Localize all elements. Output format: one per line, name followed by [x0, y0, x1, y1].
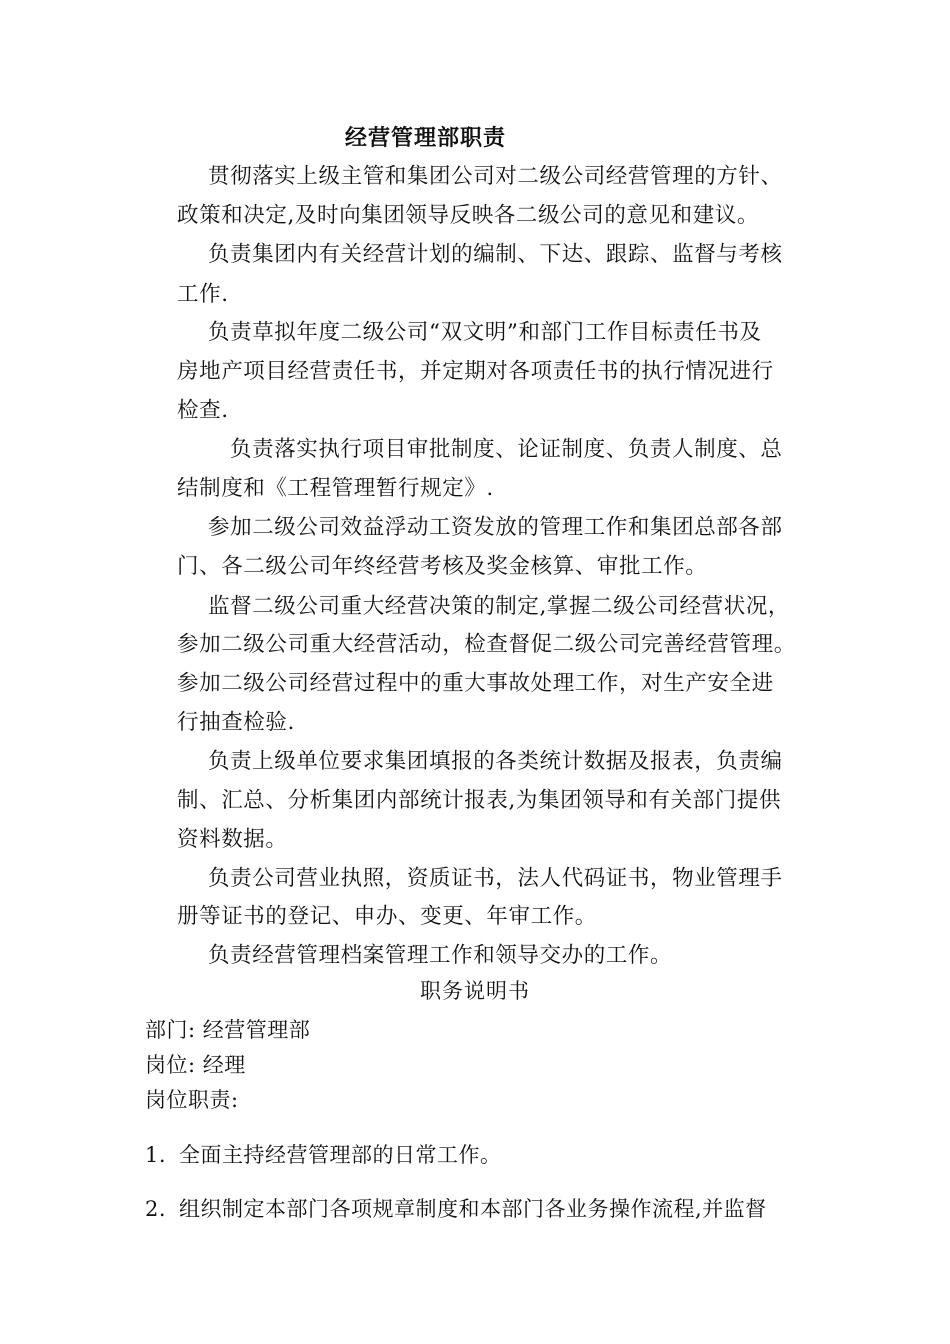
duty-line: 结制度和《工程管理暂行规定》. — [177, 476, 494, 501]
responsibilities-label: 岗位职责: — [145, 1088, 239, 1112]
duty-line: 负责落实执行项目审批制度、论证制度、负责人制度、总 — [230, 437, 783, 462]
duty-line: 工作. — [177, 282, 229, 307]
duty-line: 行抽查检验. — [177, 710, 295, 735]
duty-line: 参加二级公司经营过程中的重大事故处理工作，对生产安全进 — [177, 671, 774, 696]
duty-line: 负责公司营业执照，资质证书，法人代码证书，物业管理手 — [208, 866, 783, 891]
responsibility-item — [145, 1139, 502, 1169]
document-title: 经营管理部职责 — [345, 125, 507, 151]
duty-line: 门、各二级公司年终经营考核及奖金核算、审批工作。 — [177, 554, 708, 579]
duty-line: 检查. — [177, 398, 229, 423]
duty-line: 政策和决定,及时向集团领导反映各二级公司的意见和建议。 — [177, 203, 760, 228]
duty-line: 负责上级单位要求集团填报的各类统计数据及报表，负责编 — [208, 749, 783, 774]
duty-line: 负责经营管理档案管理工作和领导交办的工作。 — [208, 943, 673, 968]
item-number: 1. — [145, 1143, 167, 1167]
duty-line: 负责集团内有关经营计划的编制、下达、跟踪、监督与考核 — [208, 242, 783, 267]
duty-line: 参加二级公司效益浮动工资发放的管理工作和集团总部各部 — [208, 515, 783, 540]
duty-line: 制、汇总、分析集团内部统计报表,为集团领导和有关部门提供 — [177, 788, 782, 813]
duty-line: 资料数据。 — [177, 827, 288, 852]
job-description-heading: 职务说明书 — [420, 979, 530, 1003]
duty-line: 房地产项目经营责任书，并定期对各项责任书的执行情况进行 — [177, 359, 774, 384]
duty-line: 监督二级公司重大经营决策的制定,掌握二级公司经营状况， — [208, 594, 791, 619]
duty-line: 贯彻落实上级主管和集团公司对二级公司经营管理的方针、 — [208, 164, 783, 189]
duty-line: 负责草拟年度二级公司“双文明”和部门工作目标责任书及 — [208, 320, 762, 345]
responsibility-item — [145, 1193, 767, 1223]
item-text: 全面主持经营管理部的日常工作。 — [179, 1143, 502, 1167]
duty-line: 册等证书的登记、申办、变更、年审工作。 — [177, 904, 597, 929]
item-text: 组织制定本部门各项规章制度和本部门各业务操作流程,并监督 — [179, 1197, 767, 1221]
position-field: 岗位: 经理 — [145, 1053, 246, 1077]
duty-line: 参加二级公司重大经营活动，检查督促二级公司完善经营管理。 — [177, 632, 796, 657]
item-number: 2. — [145, 1197, 167, 1221]
department-field: 部门: 经营管理部 — [145, 1018, 311, 1042]
